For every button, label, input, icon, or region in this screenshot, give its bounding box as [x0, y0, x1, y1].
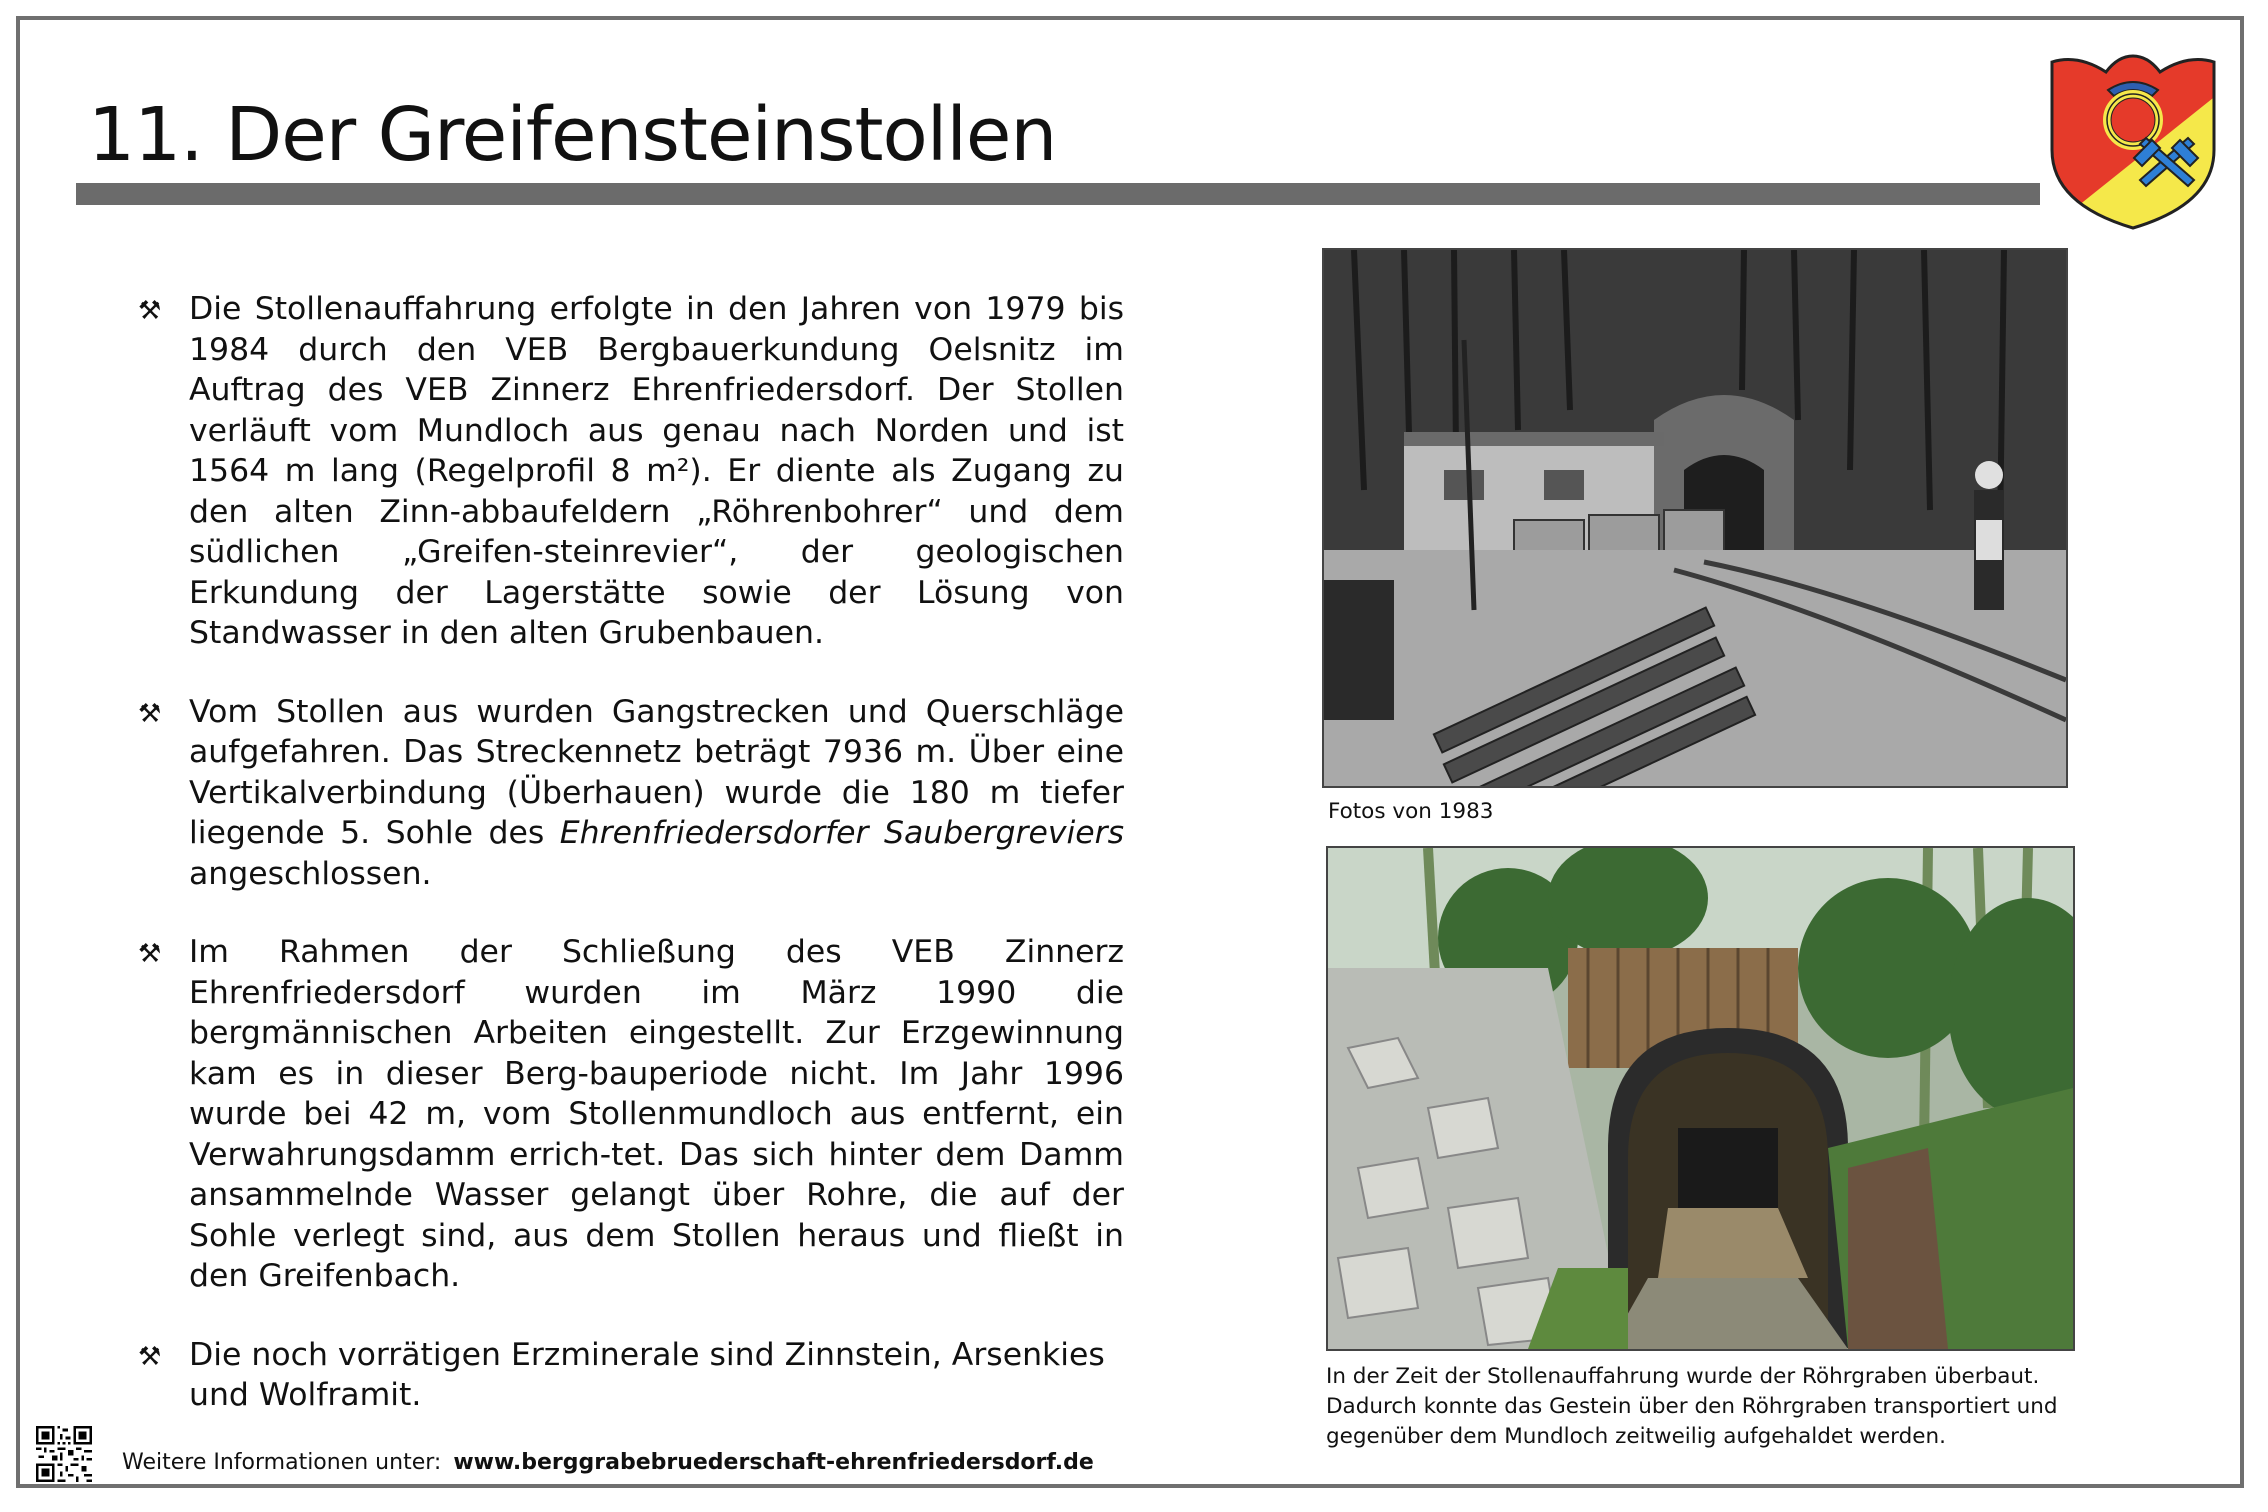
- paragraph-1: Die Stollenauffahrung erfolgte in den Jahren von 1979 bis 1984 durch den VEB Bergbauerkundung Oelsnitz im Auftrag des VEB Zinnerz Ehrenfriedersdorf. Der Stollen verläuft vom Mundloch aus genau nach Norden und ist 1564 m lang (Regelprofil 8 m²). Er diente als Zugang zu den alten Zinn-abbaufeldern „Röhrenbohrer“ und dem südlichen „Greifen-steinrevier“, der geologischen Erkundung der Lagerstätte sowie der Lösung von Standwasser in den alten Grubenbauen.: [189, 291, 1124, 651]
- page-title: 11. Der Greifensteinstollen: [88, 92, 1057, 178]
- text-body: [134, 289, 1124, 1454]
- qr-code-icon[interactable]: [36, 1426, 92, 1482]
- list-item: [134, 932, 1124, 1297]
- hammer-pick-icon: ⚒: [138, 698, 162, 729]
- coat-of-arms-icon: [2048, 54, 2218, 230]
- footer: [122, 1450, 1094, 1475]
- caption-line-3: gegenüber dem Mundloch zeitweilig aufgehaldet werden.: [1326, 1424, 1946, 1449]
- hammer-pick-icon: ⚒: [138, 1341, 162, 1372]
- photo-2-caption: [1326, 1362, 2086, 1452]
- paragraph-2-text: Vom Stollen aus wurden Gangstrecken und Querschläge aufgefahren. Das Streckennetz beträgt 7936 m. Über eine Vertikalverbindung (Überhauen) wurde die 180 m tiefer liegende 5. Sohle des: [189, 693, 1124, 851]
- paragraph-2: [189, 692, 1124, 895]
- list-item: [134, 692, 1124, 895]
- title-rule: [76, 183, 2040, 205]
- list-item: [134, 289, 1124, 654]
- caption-line-2: Dadurch konnte das Gestein über den Röhrgraben transportiert und: [1326, 1394, 2058, 1419]
- list-item: [134, 1335, 1124, 1416]
- photo-1983-mine-entrance: [1322, 248, 2068, 788]
- caption-line-1: In der Zeit der Stollenauffahrung wurde der Röhrgraben überbaut.: [1326, 1364, 2040, 1389]
- footer-link[interactable]: www.berggrabebruederschaft-ehrenfriedersdorf.de: [453, 1450, 1094, 1475]
- paragraph-2-tail: angeschlossen.: [189, 855, 432, 892]
- photo-1-caption: Fotos von 1983: [1328, 799, 1494, 824]
- hammer-pick-icon: ⚒: [138, 296, 162, 326]
- paragraph-2-italic: Ehrenfriedersdorfer Saubergreviers: [559, 815, 1124, 851]
- paragraph-3: Im Rahmen der Schließung des VEB Zinnerz Ehrenfriedersdorf wurden im März 1990 die bergmännischen Arbeiten eingestellt. Zur Erzgewinnung kam es in dieser Berg-bauperiode nicht. Im Jahr 1996 wurde bei 42 m, vom Stollenmundloch aus entfernt, ein Verwahrungsdamm errich-tet. Das sich hinter dem Damm ansammelnde Wasser gelangt über Rohre, die auf der Sohle verlegt sind, aus dem Stollen heraus und fließt in den Greifenbach.: [189, 934, 1124, 1294]
- photo-tunnel-portal: [1326, 846, 2075, 1351]
- hammer-pick-icon: ⚒: [138, 939, 162, 969]
- footer-label: Weitere Informationen unter:: [122, 1450, 442, 1475]
- paragraph-4: Die noch vorrätigen Erzminerale sind Zinnstein, Arsenkies und Wolframit.: [189, 1336, 1105, 1413]
